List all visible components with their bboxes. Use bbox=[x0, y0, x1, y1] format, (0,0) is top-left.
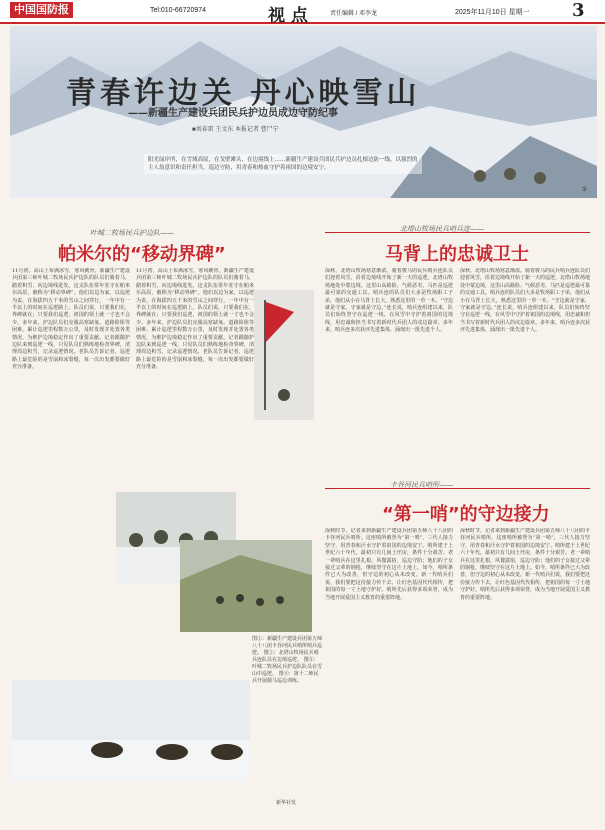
flag-photo bbox=[254, 290, 314, 420]
feature-abstract: 阳光绿岸所，在雪域高原，在戈壁滩头，在边境线上……新疆生产建设兵团民兵护边员扎根边防一线，以强烈的主人翁意识和责任担当，巡边守防，用青春和热血守护着祖国的边境安宁。 bbox=[144, 154, 422, 174]
feature-byline: ■刘春雷 王文东 本报记者 曹尸宁 bbox=[192, 127, 279, 133]
page-number: 3 bbox=[572, 0, 585, 21]
issue-date: 2025年11月10日 星期一 bbox=[455, 9, 530, 16]
right-top-headline: 马背上的忠诚卫士 bbox=[385, 244, 529, 265]
right-bottom-kicker: 卡谷河民兵哨所—— bbox=[390, 481, 453, 489]
photo-number: ① bbox=[581, 186, 587, 193]
right-top-kicker: 北塔山牧场民兵哨兵连—— bbox=[400, 225, 484, 233]
right-top-body-col1: 深秋，北塔山牧场寒意渐浓。骑着骏马的民兵哨兵连队员们迎着风雪，沿着边境线开始了新一天的巡逻。北塔山牧场地处中蒙边境，这里山高路险、气候恶劣，马匹是巡逻最可靠的交通工具。哨兵连的队员们大多是牧场职工子弟，他们从小在马背上长大，熟悉这里的一草一木。“守边就是守家，守家就是守边。”连长说，哨兵连组建以来，队员们始终坚守在巡逻一线，在风雪中守护着祖国的边境线，用忠诚和担当书写着新时代兵团人的戍边篇章。多年来，哨兵连多次获评先进集体，涌现出一批先进个人。 bbox=[325, 268, 453, 334]
contact-phone: Tel:010-66720974 bbox=[150, 7, 207, 14]
left-headline: 帕米尔的“移动界碑” bbox=[58, 244, 226, 265]
left-body-col1: 11月初，高山上布满冰雪，寒风刺骨。新疆生产建设兵团第三师叶城二牧场民兵护边队的队员们骑着马，踏着积雪，向边境线进发。这支队伍常年驻守在帕米尔高原，被称为“移动界碑”。他们以边为家，以巡逻为责，在海拔四五千米的雪山之间穿行，一年中有一半以上的时间在巡逻路上。队员们说，只要我们在，界碑就在；只要我们巡逻，祖国的领土就一寸也不会少。多年来，护边队员们克服高寒缺氧、道路险阻等困难，累计巡逻里程数万公里，及时发现并处置各类情况，为维护边境稳定作出了重要贡献。记者跟随护边队来到巡逻一线，只见队员们熟练地检查界碑，清理周边积雪，记录巡逻情况。老队员告诉记者，巡逻路上最危险的是雪崩和冰裂缝，每一次出发都要做好充分准备。 bbox=[12, 268, 130, 371]
masthead bbox=[0, 0, 605, 24]
right-top-body-col2: 深秋，北塔山牧场寒意渐浓。骑着骏马的民兵哨兵连队员们迎着风雪，沿着边境线开始了新一天的巡逻。北塔山牧场地处中蒙边境，这里山高路险、气候恶劣，马匹是巡逻最可靠的交通工具。哨兵连的队员们大多是牧场职工子弟，他们从小在马背上长大，熟悉这里的一草一木。“守边就是守家，守家就是守边。”连长说，哨兵连组建以来，队员们始终坚守在巡逻一线，在风雪中守护着祖国的边境线，用忠诚和担当书写着新时代兵团人的戍边篇章。多年来，哨兵连多次获评先进集体，涌现出一批先进个人。 bbox=[460, 268, 590, 334]
section-title: 视 点 bbox=[268, 6, 308, 26]
flag-icon bbox=[254, 290, 314, 420]
photo-captions: 图①：新疆生产建设兵团第五师八十八团卡谷河民兵哨所哨兵巡逻。 图②：北塔山牧场民兵哨兵连队员在边境巡逻。 图③：叶城二牧场民兵护边队队员在雪山中巡逻。 图④：第十二师民兵开展骑马巡边训练。 bbox=[252, 636, 323, 684]
right-bottom-body-col2: 深秋时节，记者来到新疆生产建设兵团第五师八十八团的卡谷河民兵哨所。这座哨所被誉为“第一哨”，三代人接力坚守，用青春和汗水守护着祖国的边境安宁。哨所建于上世纪六十年代，最初只有几间土坯房，条件十分艰苦。老一辈哨兵在这里扎根，风餐露宿，巡边守防；他们的子女接过父辈的钢枪，继续坚守在这片土地上。如今，哨所条件已大为改善，但守边的初心从未改变。新一代哨兵们说，我们要把这份接力传下去，让红色基因代代相传，把祖国的每一寸土地守护好。哨所先后获得多项荣誉，成为当地开展爱国主义教育的重要阵地。 bbox=[460, 528, 590, 601]
divider-bottom bbox=[325, 488, 590, 489]
editor-credit: 责任编辑 / 邓李龙 bbox=[330, 11, 378, 17]
hill-patrol-photo bbox=[180, 540, 312, 632]
left-kicker: 叶城二牧场民兵护边队—— bbox=[90, 229, 174, 237]
feature-title: 青春许边关 丹心映雪山 bbox=[66, 76, 421, 111]
left-body-col2: 11月初，高山上布满冰雪，寒风刺骨。新疆生产建设兵团第三师叶城二牧场民兵护边队的队员们骑着马，踏着积雪，向边境线进发。这支队伍常年驻守在帕米尔高原，被称为“移动界碑”。他们以边为家，以巡逻为责，在海拔四五千米的雪山之间穿行，一年中有一半以上的时间在巡逻路上。队员们说，只要我们在，界碑就在；只要我们巡逻，祖国的领土就一寸也不会少。多年来，护边队员们克服高寒缺氧、道路险阻等困难，累计巡逻里程数万公里，及时发现并处置各类情况，为维护边境稳定作出了重要贡献。记者跟随护边队来到巡逻一线，只见队员们熟练地检查界碑，清理周边积雪，记录巡逻情况。老队员告诉记者，巡逻路上最危险的是雪崩和冰裂缝，每一次出发都要做好充分准备。 bbox=[136, 268, 254, 371]
feature-subtitle: ——新疆生产建设兵团民兵护边员成边守防纪事 bbox=[128, 108, 338, 119]
right-bottom-body-col1: 深秋时节，记者来到新疆生产建设兵团第五师八十八团的卡谷河民兵哨所。这座哨所被誉为“第一哨”，三代人接力坚守，用青春和汗水守护着祖国的边境安宁。哨所建于上世纪六十年代，最初只有几间土坯房，条件十分艰苦。老一辈哨兵在这里扎根，风餐露宿，巡边守防；他们的子女接过父辈的钢枪，继续坚守在这片土地上。如今，哨所条件已大为改善，但守边的初心从未改变。新一代哨兵们说，我们要把这份接力传下去，让红色基因代代相传，把祖国的每一寸土地守护好。哨所先后获得多项荣誉，成为当地开展爱国主义教育的重要阵地。 bbox=[325, 528, 453, 601]
horse-patrol-photo bbox=[12, 680, 250, 782]
right-bottom-headline: “第一哨”的守边接力 bbox=[382, 504, 550, 525]
newspaper-logo: 中国国防报 bbox=[10, 2, 73, 18]
photo-credit: 新华社发 bbox=[276, 800, 297, 806]
hero-banner bbox=[10, 26, 597, 198]
